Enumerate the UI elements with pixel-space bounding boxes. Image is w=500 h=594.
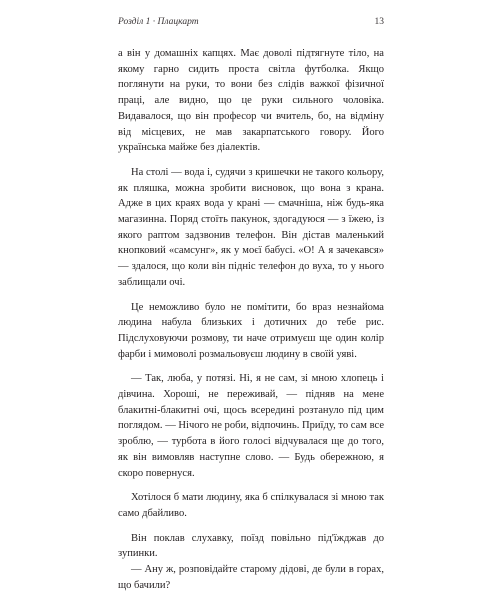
paragraph: Це неможливо було не помітити, бо враз незнайома людина набула близьких і дотичних до тебе рис. Підслуховуючи розмову, ти наче отримуєш ще один колір фарби і мимоволі розмальовуєш людину в своїй уяві. xyxy=(118,301,384,360)
page-number: 13 xyxy=(374,17,384,27)
paragraph: Хотілося б мати людину, яка б спілкувалася зі мною так само дбайливо. xyxy=(118,492,384,519)
paragraph: На столі — вода і, судячи з кришечки не такого кольору, як пляшка, можна зробити висновок, що вона з крана. Адже в цих краях вода у крані — смачніша, ніж будь-яка магазинна. Поряд стоїть пакунок, здогадуюся — з їжею, із якого раптом задзвонив телефон. Він дістав маленький кнопковий «самсунг», як у моєї бабусі. «О! А я зачекався» — здалося, що коли він підніс телефон до вуха, то у нього заблищали очі. xyxy=(118,166,384,288)
paragraph: — Так, люба, у потязі. Ні, я не сам, зі мною хлопець і дівчина. Хороші, не переживай, — підняв на мене блакитні-блакитні очі, щось всередині розтануло під цим поглядом. — Нічого не роби, відпочинь. Приїду, то сам все зроблю, — турбота в його голосі відчувалася ще до того, як він вимовляв наступне слово. — Будь обережною, я скоро повернуся. xyxy=(118,373,384,479)
body-text xyxy=(118,46,384,594)
paragraph: Він поклав слухавку, поїзд повільно під'їжджав до зупинки. xyxy=(118,532,384,560)
paragraph: а він у домашніх капцях. Має доволі підтягнуте тіло, на якому гарно сидить проста світла футболка. Якщо поглянути на руки, то вони без слідів важкої фізичної праці, але видно, що це руки сильного чоловіка. Видавалося, що він професор чи вчитель, бо, на відміну від місцевих, не мав закарпатського говору. Його українська майже без діалектів. xyxy=(118,48,384,154)
running-header xyxy=(118,17,384,31)
paragraph: — Ану ж, розповідайте старому дідові, де були в горах, що бачили? xyxy=(118,564,384,591)
chapter-title: Розділ 1 · Плацкарт xyxy=(118,17,199,27)
